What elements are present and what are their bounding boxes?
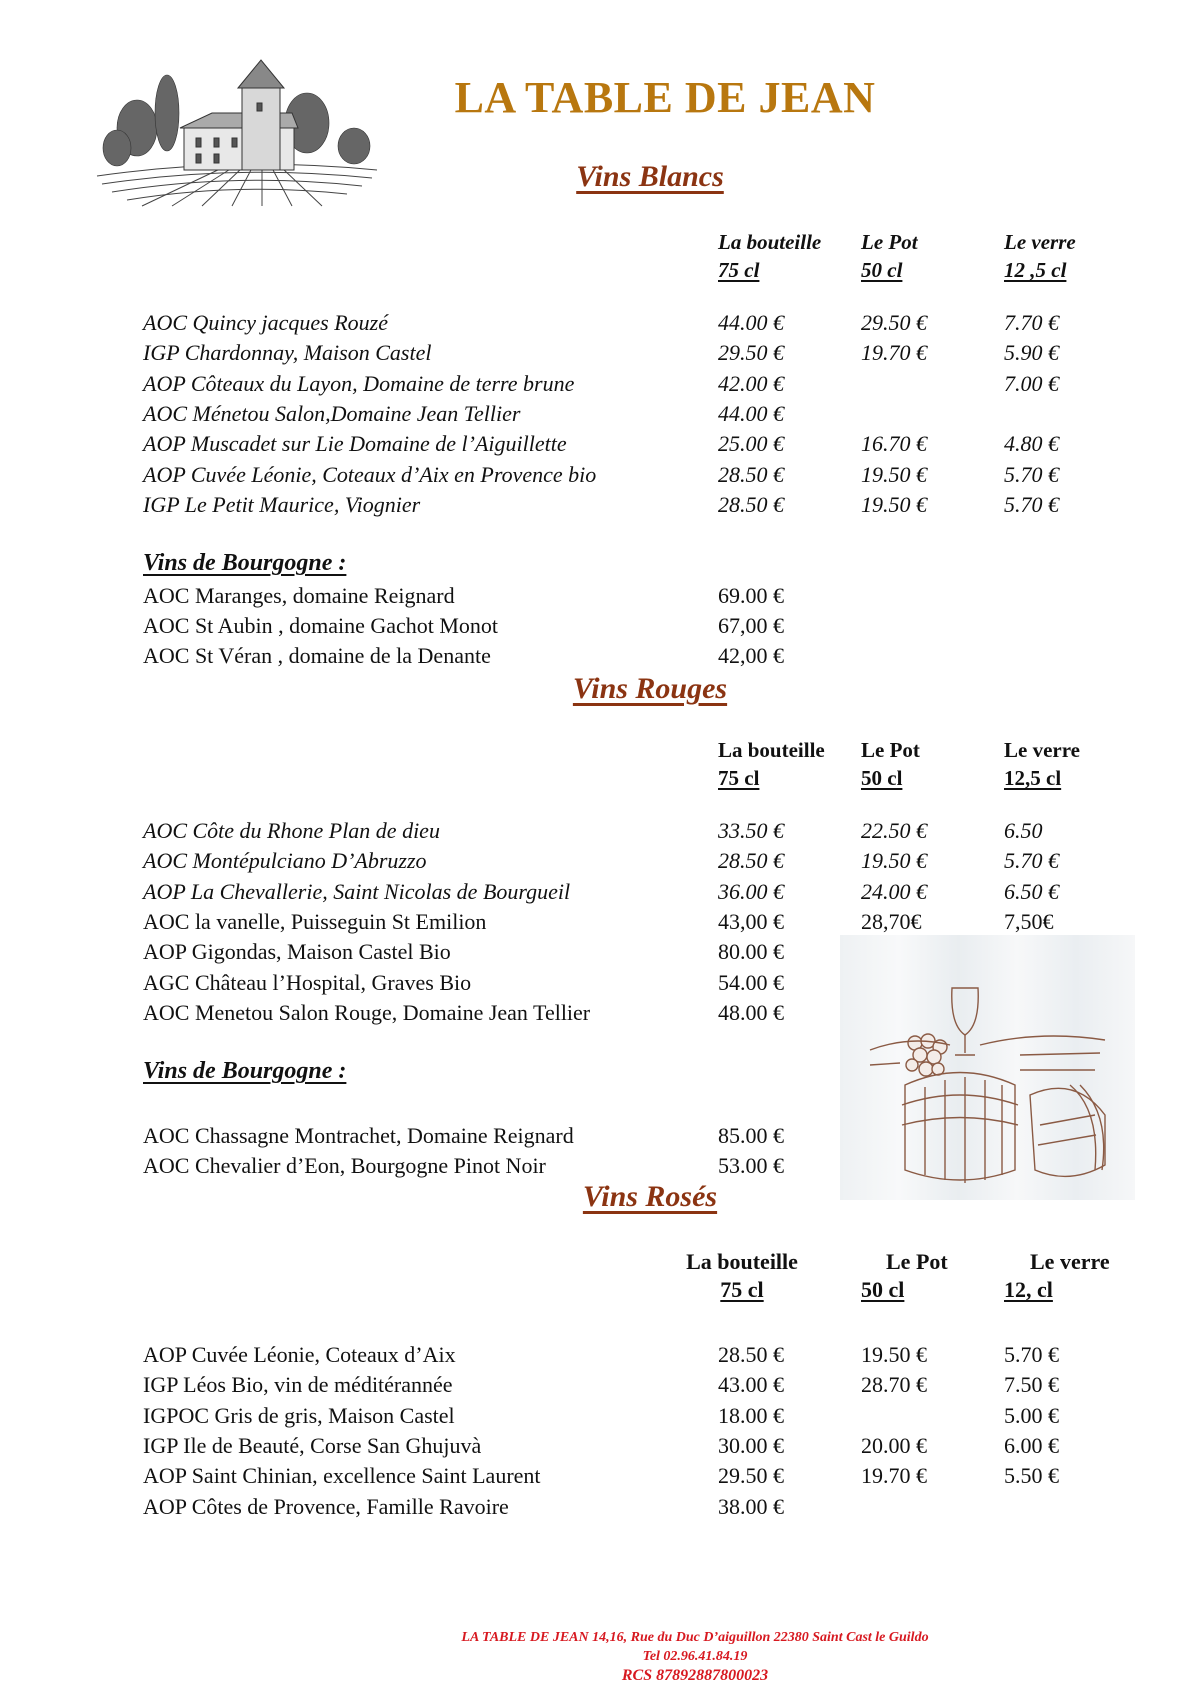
column-label: Le Pot — [886, 1249, 948, 1274]
price-verre: 6.00 € — [1004, 1432, 1059, 1458]
wine-name: AOC la vanelle, Puisseguin St Emilion — [143, 908, 487, 934]
column-header-verre — [1004, 736, 1080, 792]
wine-name: AOP Saint Chinian, excellence Saint Laurent — [143, 1463, 541, 1489]
price-bouteille: 43.00 € — [718, 1372, 784, 1398]
column-label: La bouteille — [686, 1249, 798, 1274]
price-bouteille: 80.00 € — [718, 939, 784, 965]
wine-row — [0, 1492, 1200, 1522]
column-header-bouteille — [718, 228, 821, 284]
subsection-bourgogne-rouges: Vins de Bourgogne : — [143, 1058, 347, 1084]
price-verre: 4.80 € — [1004, 431, 1059, 457]
wine-name: IGP Chardonnay, Maison Castel — [143, 340, 432, 366]
wine-row — [0, 338, 1200, 368]
price-verre: 5.70 € — [1004, 461, 1059, 487]
price-pot: 20.00 € — [861, 1432, 927, 1458]
wine-row — [0, 1340, 1200, 1370]
price-bouteille: 42,00 € — [718, 643, 784, 668]
column-volume: 75 cl — [718, 766, 760, 790]
price-pot: 28.70 € — [861, 1372, 927, 1398]
price-verre: 7.00 € — [1004, 370, 1059, 396]
price-bouteille: 38.00 € — [718, 1493, 784, 1519]
price-bouteille: 53.00 € — [718, 1153, 784, 1178]
wine-row — [0, 460, 1200, 490]
wine-barrel-glass-illustration — [840, 935, 1135, 1200]
price-verre: 6.50 € — [1004, 878, 1059, 904]
price-bouteille: 43,00 € — [718, 908, 784, 934]
restaurant-title: LA TABLE DE JEAN — [454, 73, 876, 122]
wine-row — [0, 308, 1200, 338]
price-verre: 7.50 € — [1004, 1372, 1059, 1398]
price-pot: 16.70 € — [861, 431, 927, 457]
price-bouteille: 33.50 € — [718, 818, 784, 843]
wine-name: AOP Cuvée Léonie, Coteaux d’Aix — [143, 1342, 456, 1367]
wine-row — [0, 1401, 1200, 1431]
wine-row — [0, 907, 1200, 937]
column-header-verre — [1004, 1248, 1110, 1304]
column-volume: 50 cl — [861, 766, 903, 790]
column-header-bouteille — [718, 736, 825, 792]
wine-name: AOC Montépulciano D’Abruzzo — [143, 848, 427, 874]
price-bouteille: 28.50 € — [718, 491, 784, 517]
column-header-bouteille — [672, 1248, 812, 1304]
section-title-blancs-text: Vins Blancs — [576, 160, 724, 193]
wine-row — [0, 581, 1200, 611]
footer-address: LA TABLE DE JEAN 14,16, Rue du Duc D’aiguillon 22380 Saint Cast le Guildo — [461, 1630, 929, 1645]
price-pot: 19.70 € — [861, 1463, 927, 1489]
section-title-rouges — [0, 672, 1200, 706]
wine-name: IGP Léos Bio, vin de méditérannée — [143, 1372, 453, 1398]
wine-row — [0, 877, 1200, 907]
price-pot: 19.50 € — [861, 491, 927, 517]
wine-name: IGPOC Gris de gris, Maison Castel — [143, 1402, 455, 1428]
section-title-rouges-text: Vins Rouges — [572, 672, 728, 705]
column-volume: 12, cl — [1004, 1277, 1053, 1302]
price-verre: 5.70 € — [1004, 491, 1059, 517]
wine-row — [0, 369, 1200, 399]
wine-row — [0, 1461, 1200, 1491]
price-bouteille: 29.50 € — [718, 340, 784, 366]
column-label: La bouteille — [718, 230, 822, 254]
price-bouteille: 42.00 € — [718, 370, 784, 396]
column-volume: 75 cl — [718, 258, 760, 282]
price-bouteille: 85.00 € — [718, 1123, 784, 1148]
price-verre: 5.70 € — [1004, 1342, 1059, 1367]
column-volume: 75 cl — [720, 1277, 764, 1302]
price-pot: 24.00 € — [861, 878, 927, 904]
column-label: Le Pot — [861, 738, 920, 762]
price-bouteille: 18.00 € — [718, 1402, 784, 1428]
wine-name: AGC Château l’Hospital, Graves Bio — [143, 969, 472, 995]
price-verre: 5.00 € — [1004, 1402, 1059, 1428]
price-verre: 5.70 € — [1004, 848, 1059, 874]
wine-row — [0, 641, 1200, 671]
wine-name: AOC Chassagne Montrachet, Domaine Reignard — [143, 1123, 574, 1148]
wine-name: AOC Côte du Rhone Plan de dieu — [143, 818, 440, 843]
wine-name: AOP Côtes de Provence, Famille Ravoire — [143, 1493, 509, 1519]
price-bouteille: 28.50 € — [718, 461, 784, 487]
wine-row — [0, 1431, 1200, 1461]
wine-name: IGP Ile de Beauté, Corse San Ghujuvà — [143, 1432, 482, 1458]
column-label: La bouteille — [718, 738, 825, 762]
price-bouteille: 69.00 € — [718, 583, 784, 608]
column-header-verre — [1004, 228, 1076, 284]
wine-name: AOC Menetou Salon Rouge, Domaine Jean Tellier — [143, 999, 591, 1025]
column-label: Le verre — [1004, 230, 1076, 254]
price-verre: 6.50 — [1004, 818, 1043, 843]
column-header-pot — [861, 228, 918, 284]
price-bouteille: 30.00 € — [718, 1432, 784, 1458]
wine-row — [0, 816, 1200, 846]
wine-name: AOP Cuvée Léonie, Coteaux d’Aix en Provence bio — [143, 461, 597, 487]
subsection-bourgogne-blancs: Vins de Bourgogne : — [143, 550, 347, 576]
price-verre: 5.90 € — [1004, 340, 1059, 366]
wine-name: AOC Chevalier d’Eon, Bourgogne Pinot Noir — [143, 1153, 546, 1178]
price-bouteille: 44.00 € — [718, 400, 784, 426]
column-label: Le Pot — [861, 230, 918, 254]
price-bouteille: 28.50 € — [718, 848, 784, 874]
section-title-roses-text: Vins Rosés — [582, 1180, 718, 1213]
price-bouteille: 67,00 € — [718, 613, 784, 638]
price-pot: 29.50 € — [861, 310, 927, 335]
price-verre: 7,50€ — [1004, 908, 1054, 934]
footer — [0, 1628, 1200, 1685]
column-volume: 12,5 cl — [1004, 766, 1062, 790]
price-bouteille: 48.00 € — [718, 999, 784, 1025]
wine-row — [0, 490, 1200, 520]
price-bouteille: 44.00 € — [718, 310, 784, 335]
column-header-pot — [861, 1248, 948, 1304]
wine-name: AOC Ménetou Salon,Domaine Jean Tellier — [143, 400, 521, 426]
wine-row — [0, 846, 1200, 876]
wine-row — [0, 1370, 1200, 1400]
wine-row — [0, 399, 1200, 429]
price-bouteille: 54.00 € — [718, 969, 784, 995]
price-pot: 19.50 € — [861, 1342, 927, 1367]
price-pot: 19.50 € — [861, 848, 927, 874]
section-title-roses — [0, 1180, 1200, 1214]
price-pot: 19.50 € — [861, 461, 927, 487]
price-pot: 22.50 € — [861, 818, 927, 843]
wine-name: AOP Gigondas, Maison Castel Bio — [143, 939, 451, 965]
column-volume: 50 cl — [861, 258, 903, 282]
price-verre: 5.50 € — [1004, 1463, 1059, 1489]
wine-row — [0, 429, 1200, 459]
price-pot: 19.70 € — [861, 340, 927, 366]
column-volume: 12 ,5 cl — [1004, 258, 1067, 282]
price-pot: 28,70€ — [861, 908, 922, 934]
footer-phone: Tel 02.96.41.84.19 — [642, 1649, 748, 1664]
wine-row — [0, 611, 1200, 641]
wine-name: AOP Côteaux du Layon, Domaine de terre brune — [143, 370, 575, 396]
price-bouteille: 36.00 € — [718, 878, 784, 904]
price-bouteille: 29.50 € — [718, 1463, 784, 1489]
price-bouteille: 25.00 € — [718, 431, 784, 457]
price-bouteille: 28.50 € — [718, 1342, 784, 1367]
column-header-pot — [861, 736, 920, 792]
wine-name: AOC Quincy jacques Rouzé — [143, 310, 388, 335]
column-label: Le verre — [1030, 1249, 1110, 1274]
column-label: Le verre — [1004, 738, 1080, 762]
wine-name: AOP Muscadet sur Lie Domaine de l’Aiguillette — [143, 431, 567, 457]
wine-name: AOP La Chevallerie, Saint Nicolas de Bourgueil — [143, 878, 571, 904]
footer-rcs: RCS 87892887800023 — [621, 1667, 769, 1684]
wine-name: IGP Le Petit Maurice, Viognier — [143, 491, 421, 517]
column-volume: 50 cl — [861, 1277, 905, 1302]
section-title-blancs — [0, 160, 1200, 194]
wine-name: AOC St Aubin , domaine Gachot Monot — [143, 613, 499, 638]
wine-name: AOC St Véran , domaine de la Denante — [143, 643, 491, 668]
price-verre: 7.70 € — [1004, 310, 1059, 335]
wine-name: AOC Maranges, domaine Reignard — [143, 583, 455, 608]
